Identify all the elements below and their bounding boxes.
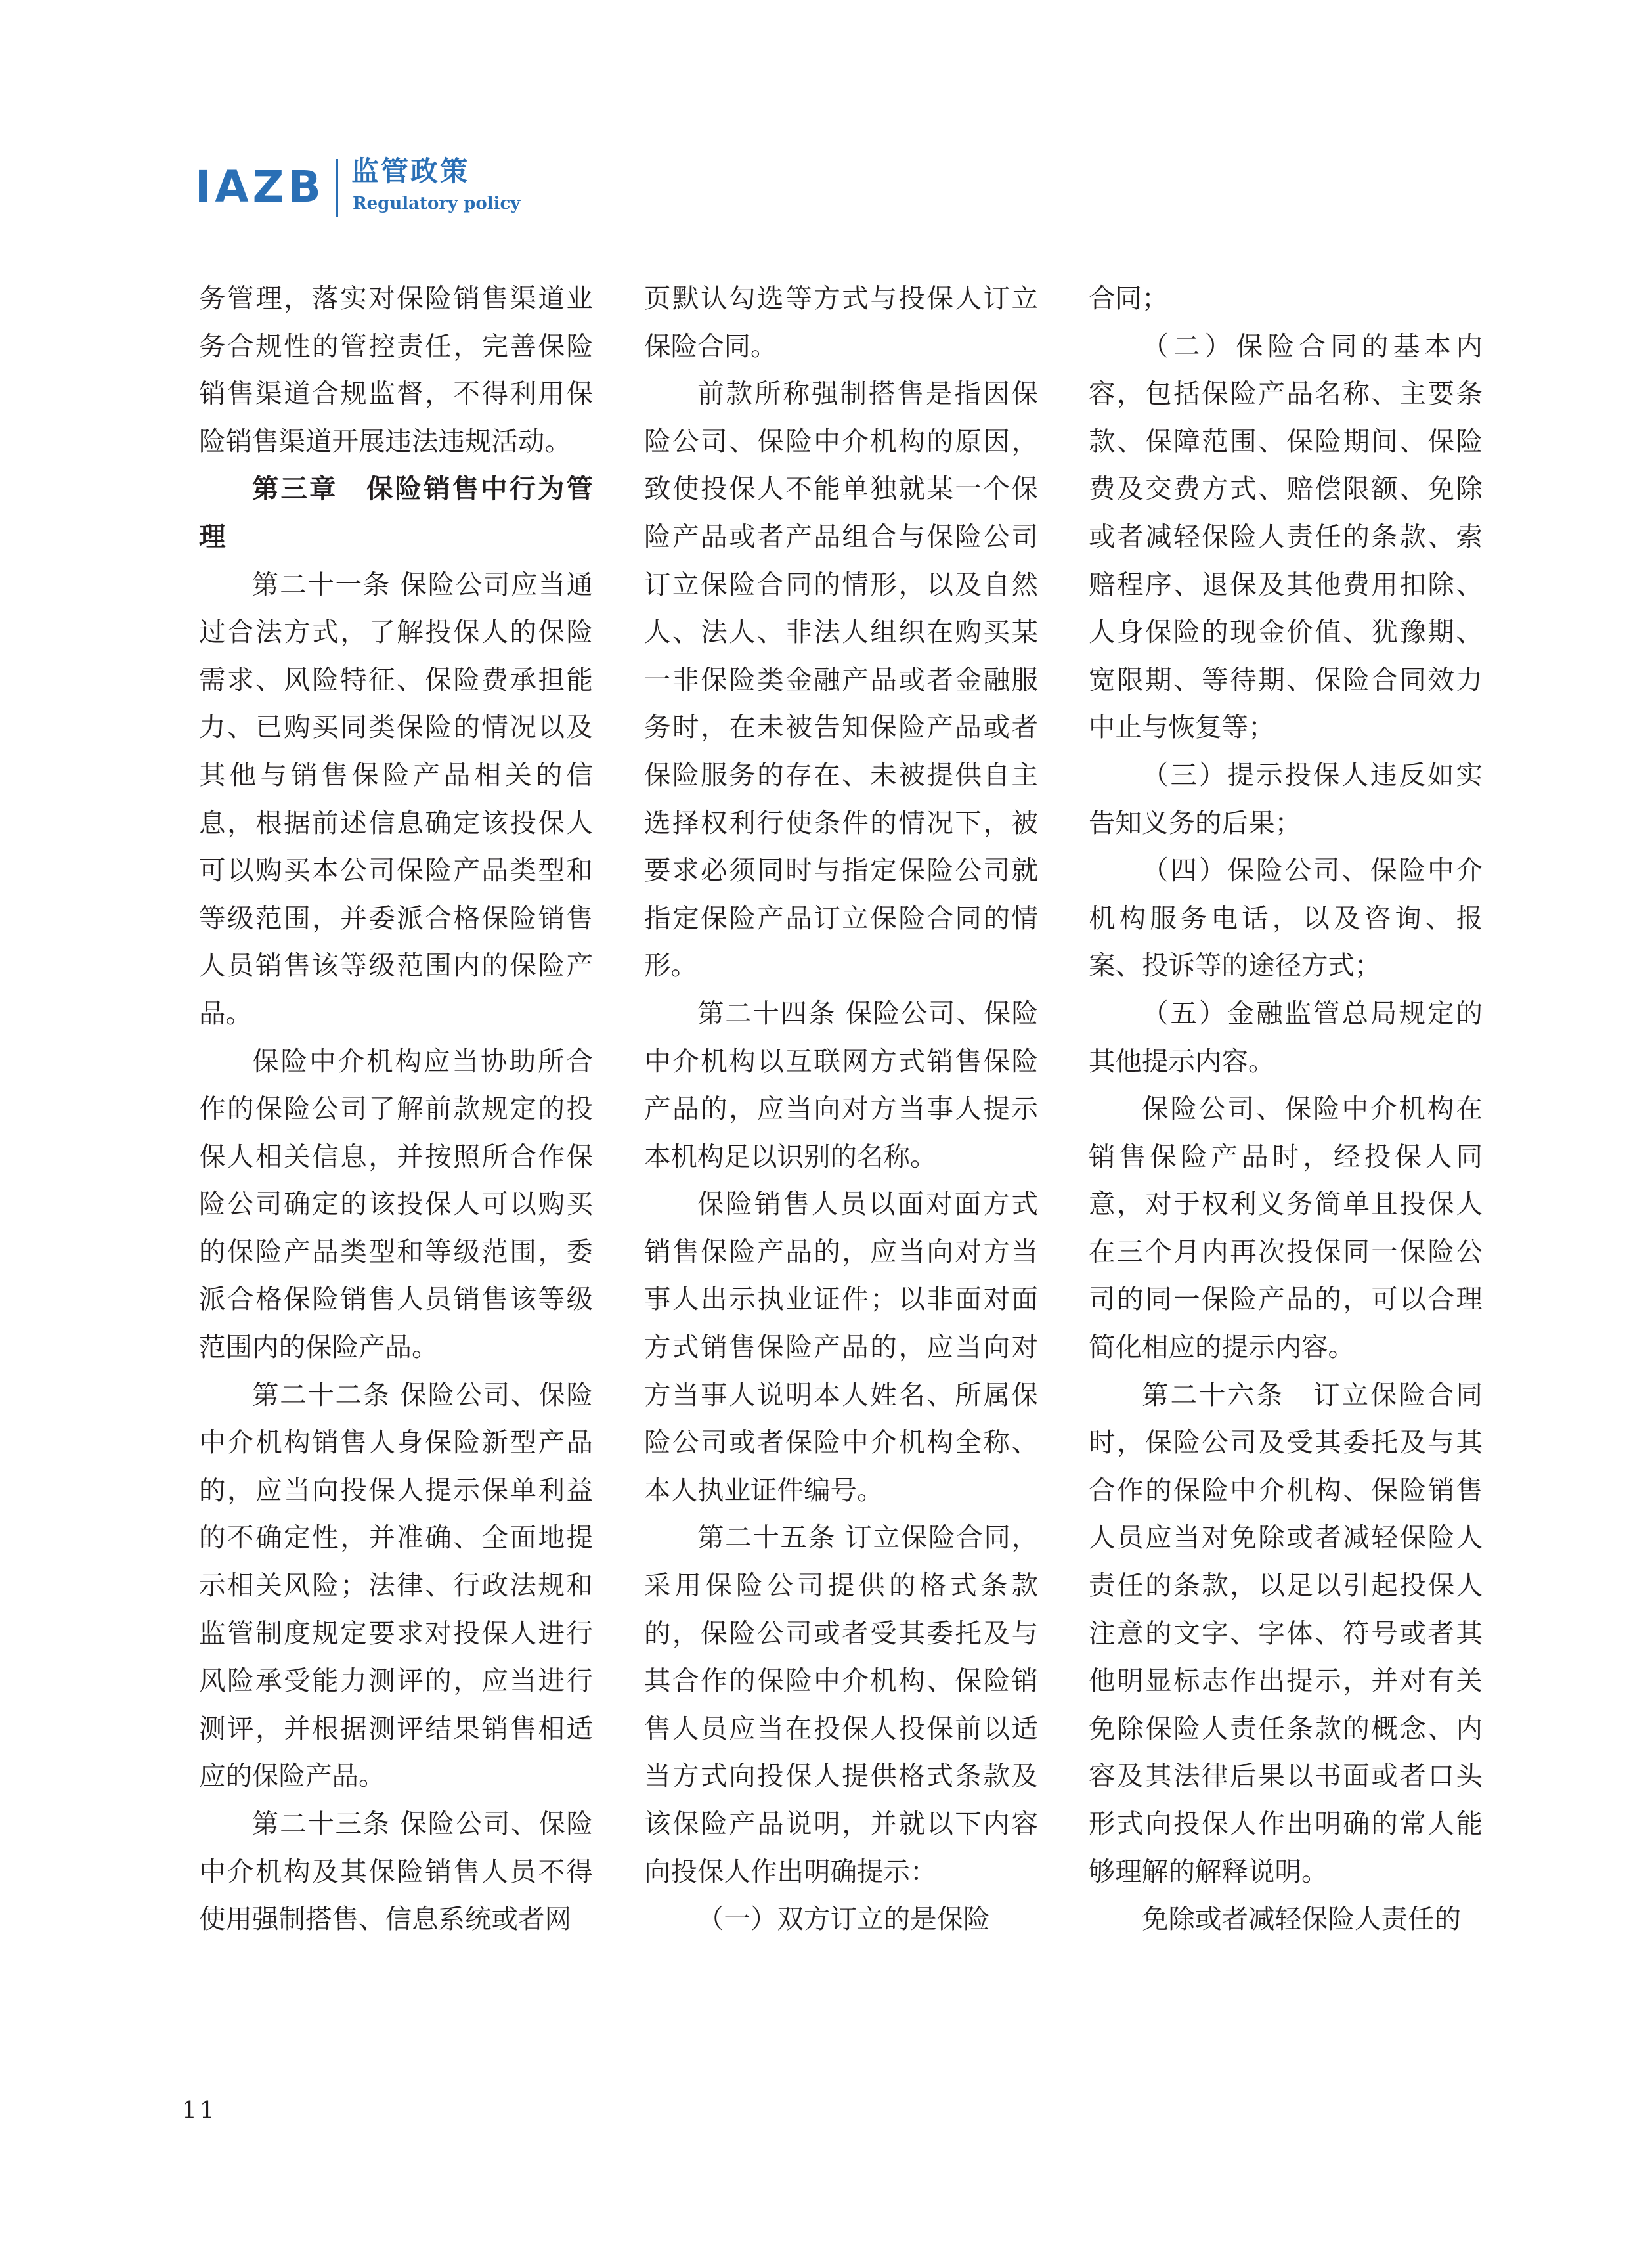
article-body [199, 274, 1483, 1995]
page-header [195, 151, 852, 223]
paragraph: （五）金融监管总局规定的其他提示内容。 [1089, 997, 1483, 1077]
paragraph: 保险中介机构应当协助所合作的保险公司了解前款规定的投保人相关信息，并按照所合作保险公司确定的该投保人可以购买的保险产品类型和等级范围，委派合格保险销售人员销售该等级范围内的保险产品。 [199, 1045, 593, 1363]
paragraph: （二）保险合同的基本内容，包括保险产品名称、主要条款、保障范围、保险期间、保险费及交费方式、赔偿限额、免除或者减轻保险人责任的条款、索赔程序、退保及其他费用扣除、人身保险的现金价值、犹豫期、宽限期、等待期、保险合同效力中止与恢复等； [1089, 330, 1483, 743]
paragraph: 保险公司、保险中介机构在销售保险产品时，经投保人同意，对于权利义务简单且投保人在三个月内再次投保同一保险公司的同一保险产品的，可以合理简化相应的提示内容。 [1089, 1093, 1483, 1363]
paragraph: 第二十四条 保险公司、保险中介机构以互联网方式销售保险产品的，应当向对方当事人提示本机构足以识别的名称。 [644, 997, 1038, 1172]
paragraph: 合同； [1089, 282, 1169, 314]
paragraph: （四）保险公司、保险中介机构服务电话，以及咨询、报案、投诉等的途径方式； [1089, 854, 1483, 982]
text-column-2 [644, 274, 1038, 1995]
text-column-1 [199, 274, 593, 1995]
journal-logo: IAZB [195, 162, 325, 212]
paragraph: （一）双方订立的是保险 [697, 1903, 990, 1935]
paragraph: 第二十二条 保险公司、保险中介机构销售人身保险新型产品的，应当向投保人提示保单利益的不确定性，并准确、全面地提示相关风险；法律、行政法规和监管制度规定要求对投保人进行风险承受能力测评的，应当进行测评，并根据测评结果销售相适应的保险产品。 [199, 1378, 593, 1792]
paragraph: 务管理，落实对保险销售渠道业务合规性的管控责任，完善保险销售渠道合规监督，不得利用保险销售渠道开展违法违规活动。 [199, 282, 593, 457]
paragraph: 保险销售人员以面对面方式销售保险产品的，应当向对方当事人出示执业证件；以非面对面方式销售保险产品的，应当向对方当事人说明本人姓名、所属保险公司或者保险中介机构全称、本人执业证件编号。 [644, 1188, 1038, 1506]
paragraph: 第二十六条 订立保险合同时，保险公司及受其委托及与其合作的保险中介机构、保险销售人员应当对免除或者减轻保险人责任的条款，以足以引起投保人注意的文字、字体、符号或者其他明显标志作出提示，并对有关免除保险人责任条款的概念、内容及其法律后果以书面或者口头形式向投保人作出明确的常人能够理解的解释说明。 [1089, 1378, 1483, 1887]
paragraph: 第二十一条 保险公司应当通过合法方式，了解投保人的保险需求、风险特征、保险费承担能力、已购买同类保险的情况以及其他与销售保险产品相关的信息，根据前述信息确定该投保人可以购买本公司保险产品类型和等级范围，并委派合格保险销售人员销售该等级范围内的保险产品。 [199, 568, 593, 1029]
header-divider [336, 159, 338, 217]
paragraph: 第二十三条 保险公司、保险中介机构及其保险销售人员不得使用强制搭售、信息系统或者网 [199, 1808, 593, 1935]
chapter-heading: 第三章 保险销售中行为管理 [199, 473, 593, 552]
section-title-zh: 监管政策 [351, 155, 470, 187]
section-title-en: Regulatory policy [353, 194, 521, 213]
page-number: 11 [182, 2097, 217, 2124]
paragraph: 前款所称强制搭售是指因保险公司、保险中介机构的原因，致使投保人不能单独就某一个保险产品或者产品组合与保险公司订立保险合同的情形，以及自然人、法人、非法人组织在购买某一非保险类金融产品或者金融服务时，在未被告知保险产品或者保险服务的存在、未被提供自主选择权利行使条件的情况下，被要求必须同时与指定保险公司就指定保险产品订立保险合同的情形。 [644, 378, 1038, 982]
paragraph: 第二十五条 订立保险合同，采用保险公司提供的格式条款的，保险公司或者受其委托及与其合作的保险中介机构、保险销售人员应当在投保人投保前以适当方式向投保人提供格式条款及该保险产品说明，并就以下内容向投保人作出明确提示： [644, 1522, 1038, 1887]
paragraph: 免除或者减轻保险人责任的 [1142, 1903, 1461, 1935]
paragraph: （三）提示投保人违反如实告知义务的后果； [1089, 758, 1483, 839]
text-column-3 [1089, 274, 1483, 1995]
paragraph: 页默认勾选等方式与投保人订立保险合同。 [644, 282, 1038, 362]
